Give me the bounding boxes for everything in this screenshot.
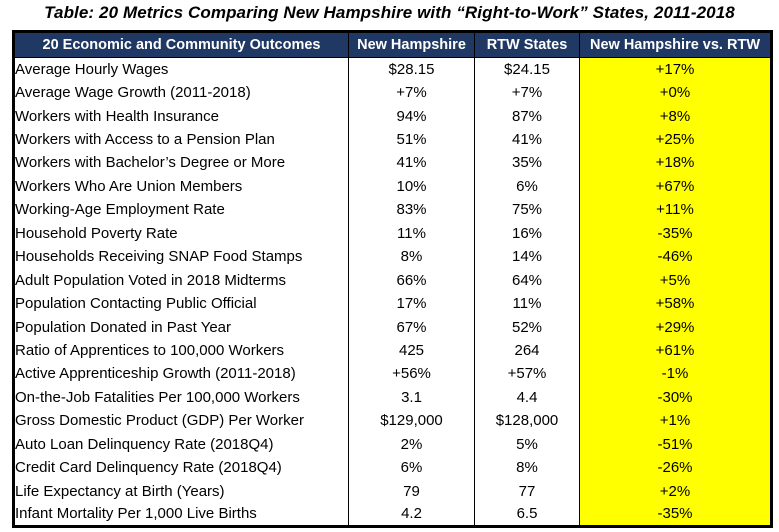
nh-vs-rtw-cell: +8% — [580, 104, 772, 127]
nh-vs-rtw-cell: -35% — [580, 222, 772, 245]
nh-vs-rtw-cell: +1% — [580, 409, 772, 432]
table-row — [14, 409, 772, 432]
table-row — [14, 503, 772, 526]
table-row — [14, 433, 772, 456]
nh-value-cell: 79 — [349, 479, 475, 502]
rtw-value-cell: 52% — [475, 315, 580, 338]
table-row — [14, 104, 772, 127]
table-row — [14, 268, 772, 291]
table-head — [14, 32, 772, 58]
nh-value-cell: 2% — [349, 433, 475, 456]
nh-vs-rtw-cell: +29% — [580, 315, 772, 338]
metric-label-cell: Workers Who Are Union Members — [15, 177, 243, 195]
nh-vs-rtw-cell: +5% — [580, 268, 772, 291]
metric-label-cell: Working-Age Employment Rate — [15, 201, 225, 219]
metric-label-cell: Credit Card Delinquency Rate (2018Q4) — [15, 459, 282, 477]
rtw-value-cell: 264 — [475, 339, 580, 362]
metrics-table — [12, 30, 773, 528]
table-row — [14, 362, 772, 385]
rtw-value-cell: $128,000 — [475, 409, 580, 432]
table-row — [14, 175, 772, 198]
table-row — [14, 81, 772, 104]
table-row — [14, 245, 772, 268]
table-row — [14, 222, 772, 245]
metric-label-cell: Active Apprenticeship Growth (2011-2018) — [15, 365, 296, 383]
nh-value-cell: +56% — [349, 362, 475, 385]
rtw-value-cell: 16% — [475, 222, 580, 245]
nh-value-cell: 425 — [349, 339, 475, 362]
rtw-value-cell: 11% — [475, 292, 580, 315]
rtw-value-cell: 6.5 — [475, 503, 580, 526]
column-header: RTW States — [475, 32, 580, 58]
nh-vs-rtw-cell: -30% — [580, 386, 772, 409]
metric-label-cell: Workers with Health Insurance — [15, 107, 219, 125]
nh-value-cell: +7% — [349, 81, 475, 104]
rtw-value-cell: +7% — [475, 81, 580, 104]
rtw-value-cell: 8% — [475, 456, 580, 479]
metric-label-cell: Workers with Access to a Pension Plan — [15, 131, 275, 149]
nh-vs-rtw-cell: +67% — [580, 175, 772, 198]
metric-label-cell: Adult Population Voted in 2018 Midterms — [15, 271, 287, 289]
metric-label-cell: Population Donated in Past Year — [15, 318, 231, 336]
rtw-value-cell: 5% — [475, 433, 580, 456]
table-row — [14, 339, 772, 362]
rtw-value-cell: $24.15 — [475, 58, 580, 81]
rtw-value-cell: 87% — [475, 104, 580, 127]
table-row — [14, 292, 772, 315]
nh-value-cell: 66% — [349, 268, 475, 291]
nh-value-cell: 83% — [349, 198, 475, 221]
table-row — [14, 58, 772, 81]
nh-vs-rtw-cell: +17% — [580, 58, 772, 81]
rtw-value-cell: 6% — [475, 175, 580, 198]
nh-vs-rtw-cell: +11% — [580, 198, 772, 221]
nh-value-cell: 11% — [349, 222, 475, 245]
nh-vs-rtw-cell: -51% — [580, 433, 772, 456]
header-row — [14, 32, 772, 58]
table-row — [14, 151, 772, 174]
metric-label-cell: On-the-Job Fatalities Per 100,000 Workers — [15, 388, 300, 406]
nh-vs-rtw-cell: -46% — [580, 245, 772, 268]
rtw-value-cell: 4.4 — [475, 386, 580, 409]
nh-value-cell: $28.15 — [349, 58, 475, 81]
rtw-value-cell: 41% — [475, 128, 580, 151]
metric-label-cell: Households Receiving SNAP Food Stamps — [15, 248, 303, 266]
nh-value-cell: 10% — [349, 175, 475, 198]
metric-label-cell: Workers with Bachelor’s Degree or More — [15, 154, 286, 172]
nh-value-cell: 17% — [349, 292, 475, 315]
nh-vs-rtw-cell: +61% — [580, 339, 772, 362]
table-row — [14, 386, 772, 409]
table-body — [14, 58, 772, 527]
rtw-value-cell: 64% — [475, 268, 580, 291]
metric-label-cell: Ratio of Apprentices to 100,000 Workers — [15, 341, 285, 359]
nh-value-cell: 51% — [349, 128, 475, 151]
metric-label-cell: Auto Loan Delinquency Rate (2018Q4) — [15, 435, 274, 453]
table-row — [14, 128, 772, 151]
metric-label-cell: Population Contacting Public Official — [15, 295, 257, 313]
table-row — [14, 456, 772, 479]
metric-label-cell: Life Expectancy at Birth (Years) — [15, 482, 225, 500]
table-row — [14, 315, 772, 338]
table-row — [14, 479, 772, 502]
table-row — [14, 198, 772, 221]
metric-label-cell: Average Hourly Wages — [15, 60, 169, 78]
metric-label-cell: Average Wage Growth (2011-2018) — [15, 84, 251, 102]
nh-value-cell: 8% — [349, 245, 475, 268]
column-header: New Hampshire vs. RTW — [580, 32, 772, 58]
nh-vs-rtw-cell: -26% — [580, 456, 772, 479]
column-header: 20 Economic and Community Outcomes — [14, 32, 349, 58]
rtw-value-cell: 77 — [475, 479, 580, 502]
figure-title: Table: 20 Metrics Comparing New Hampshire with “Right-to-Work” States, 2011-2018 — [44, 3, 735, 22]
column-header: New Hampshire — [349, 32, 475, 58]
nh-vs-rtw-cell: +0% — [580, 81, 772, 104]
nh-vs-rtw-cell: +2% — [580, 479, 772, 502]
rtw-value-cell: +57% — [475, 362, 580, 385]
nh-value-cell: 67% — [349, 315, 475, 338]
nh-value-cell: 94% — [349, 104, 475, 127]
rtw-value-cell: 14% — [475, 245, 580, 268]
rtw-value-cell: 75% — [475, 198, 580, 221]
metric-label-cell: Gross Domestic Product (GDP) Per Worker — [15, 412, 304, 430]
nh-value-cell: 6% — [349, 456, 475, 479]
nh-value-cell: 41% — [349, 151, 475, 174]
rtw-value-cell: 35% — [475, 151, 580, 174]
metric-label-cell: Household Poverty Rate — [15, 224, 178, 242]
nh-vs-rtw-cell: +25% — [580, 128, 772, 151]
nh-value-cell: 3.1 — [349, 386, 475, 409]
metric-label-cell: Infant Mortality Per 1,000 Live Births — [15, 505, 257, 523]
nh-value-cell: $129,000 — [349, 409, 475, 432]
nh-value-cell: 4.2 — [349, 503, 475, 526]
nh-vs-rtw-cell: -35% — [580, 503, 772, 526]
nh-vs-rtw-cell: -1% — [580, 362, 772, 385]
nh-vs-rtw-cell: +58% — [580, 292, 772, 315]
nh-vs-rtw-cell: +18% — [580, 151, 772, 174]
